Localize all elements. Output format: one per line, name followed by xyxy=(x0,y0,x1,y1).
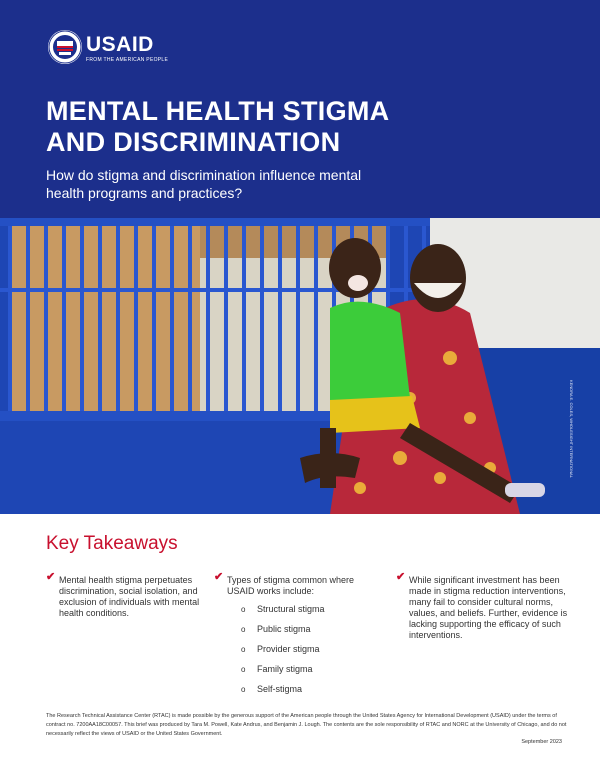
takeaway-text: While significant investment has been made in stigma reduction interventions, many fail to consider cultural norms, values, and beliefs. Further, evidence is lacking supporting the efficacy of such interventions. xyxy=(409,575,568,640)
header-band xyxy=(0,0,600,218)
checkmark-icon: ✔ xyxy=(396,571,406,583)
takeaway-text: Types of stigma common where USAID works include: xyxy=(227,575,355,596)
brand-tagline: FROM THE AMERICAN PEOPLE xyxy=(86,57,169,63)
checkmark-icon: ✔ xyxy=(46,571,56,583)
photo-credit: KENDRA E. COLES, WHOLESIGHT INTERNATIONAL xyxy=(569,380,574,478)
title-line-1: MENTAL HEALTH STIGMA xyxy=(46,96,390,126)
cover-photo xyxy=(0,218,600,514)
list-bullet: o xyxy=(241,665,246,674)
title-line-2: AND DISCRIMINATION xyxy=(46,127,341,157)
stigma-type-item: Provider stigma xyxy=(257,644,320,654)
page-title xyxy=(46,96,506,158)
list-bullet: o xyxy=(241,685,246,694)
usaid-seal-icon xyxy=(48,30,82,64)
takeaway-text: Mental health stigma perpetuates discrimination, social isolation, and exclusion of individuals with mental health conditions. xyxy=(59,575,200,618)
key-takeaways-heading: Key Takeaways xyxy=(46,533,178,554)
list-bullet: o xyxy=(241,605,246,614)
list-bullet: o xyxy=(241,645,246,654)
stigma-type-item: Public stigma xyxy=(257,624,311,634)
stigma-type-item: Self-stigma xyxy=(257,684,303,694)
stigma-type-item: Family stigma xyxy=(257,664,313,674)
checkmark-icon: ✔ xyxy=(214,571,224,583)
usaid-logo xyxy=(48,30,208,70)
page-subtitle: How do stigma and discrimination influence mental health programs and practices? xyxy=(46,167,362,201)
footer-disclaimer: The Research Technical Assistance Center (RTAC) is made possible by the generous support of the American people through the United States Agency for International Development (USAID) under the terms of contract no. 7200AA18C00057. This brief was produced by Tara M. Powell, Kate Andrus, and Benjamin J. Lough. The contents are the sole responsibility of RTAC and NORC at the University of Chicago, and do not necessarily reflect the views of USAID or the United States Government. xyxy=(46,713,567,737)
stigma-type-item: Structural stigma xyxy=(257,604,325,614)
publication-date: September 2023 xyxy=(521,739,562,745)
cover-photo-illustration xyxy=(0,218,600,514)
brand-name: USAID xyxy=(86,33,154,56)
list-bullet: o xyxy=(241,625,246,634)
